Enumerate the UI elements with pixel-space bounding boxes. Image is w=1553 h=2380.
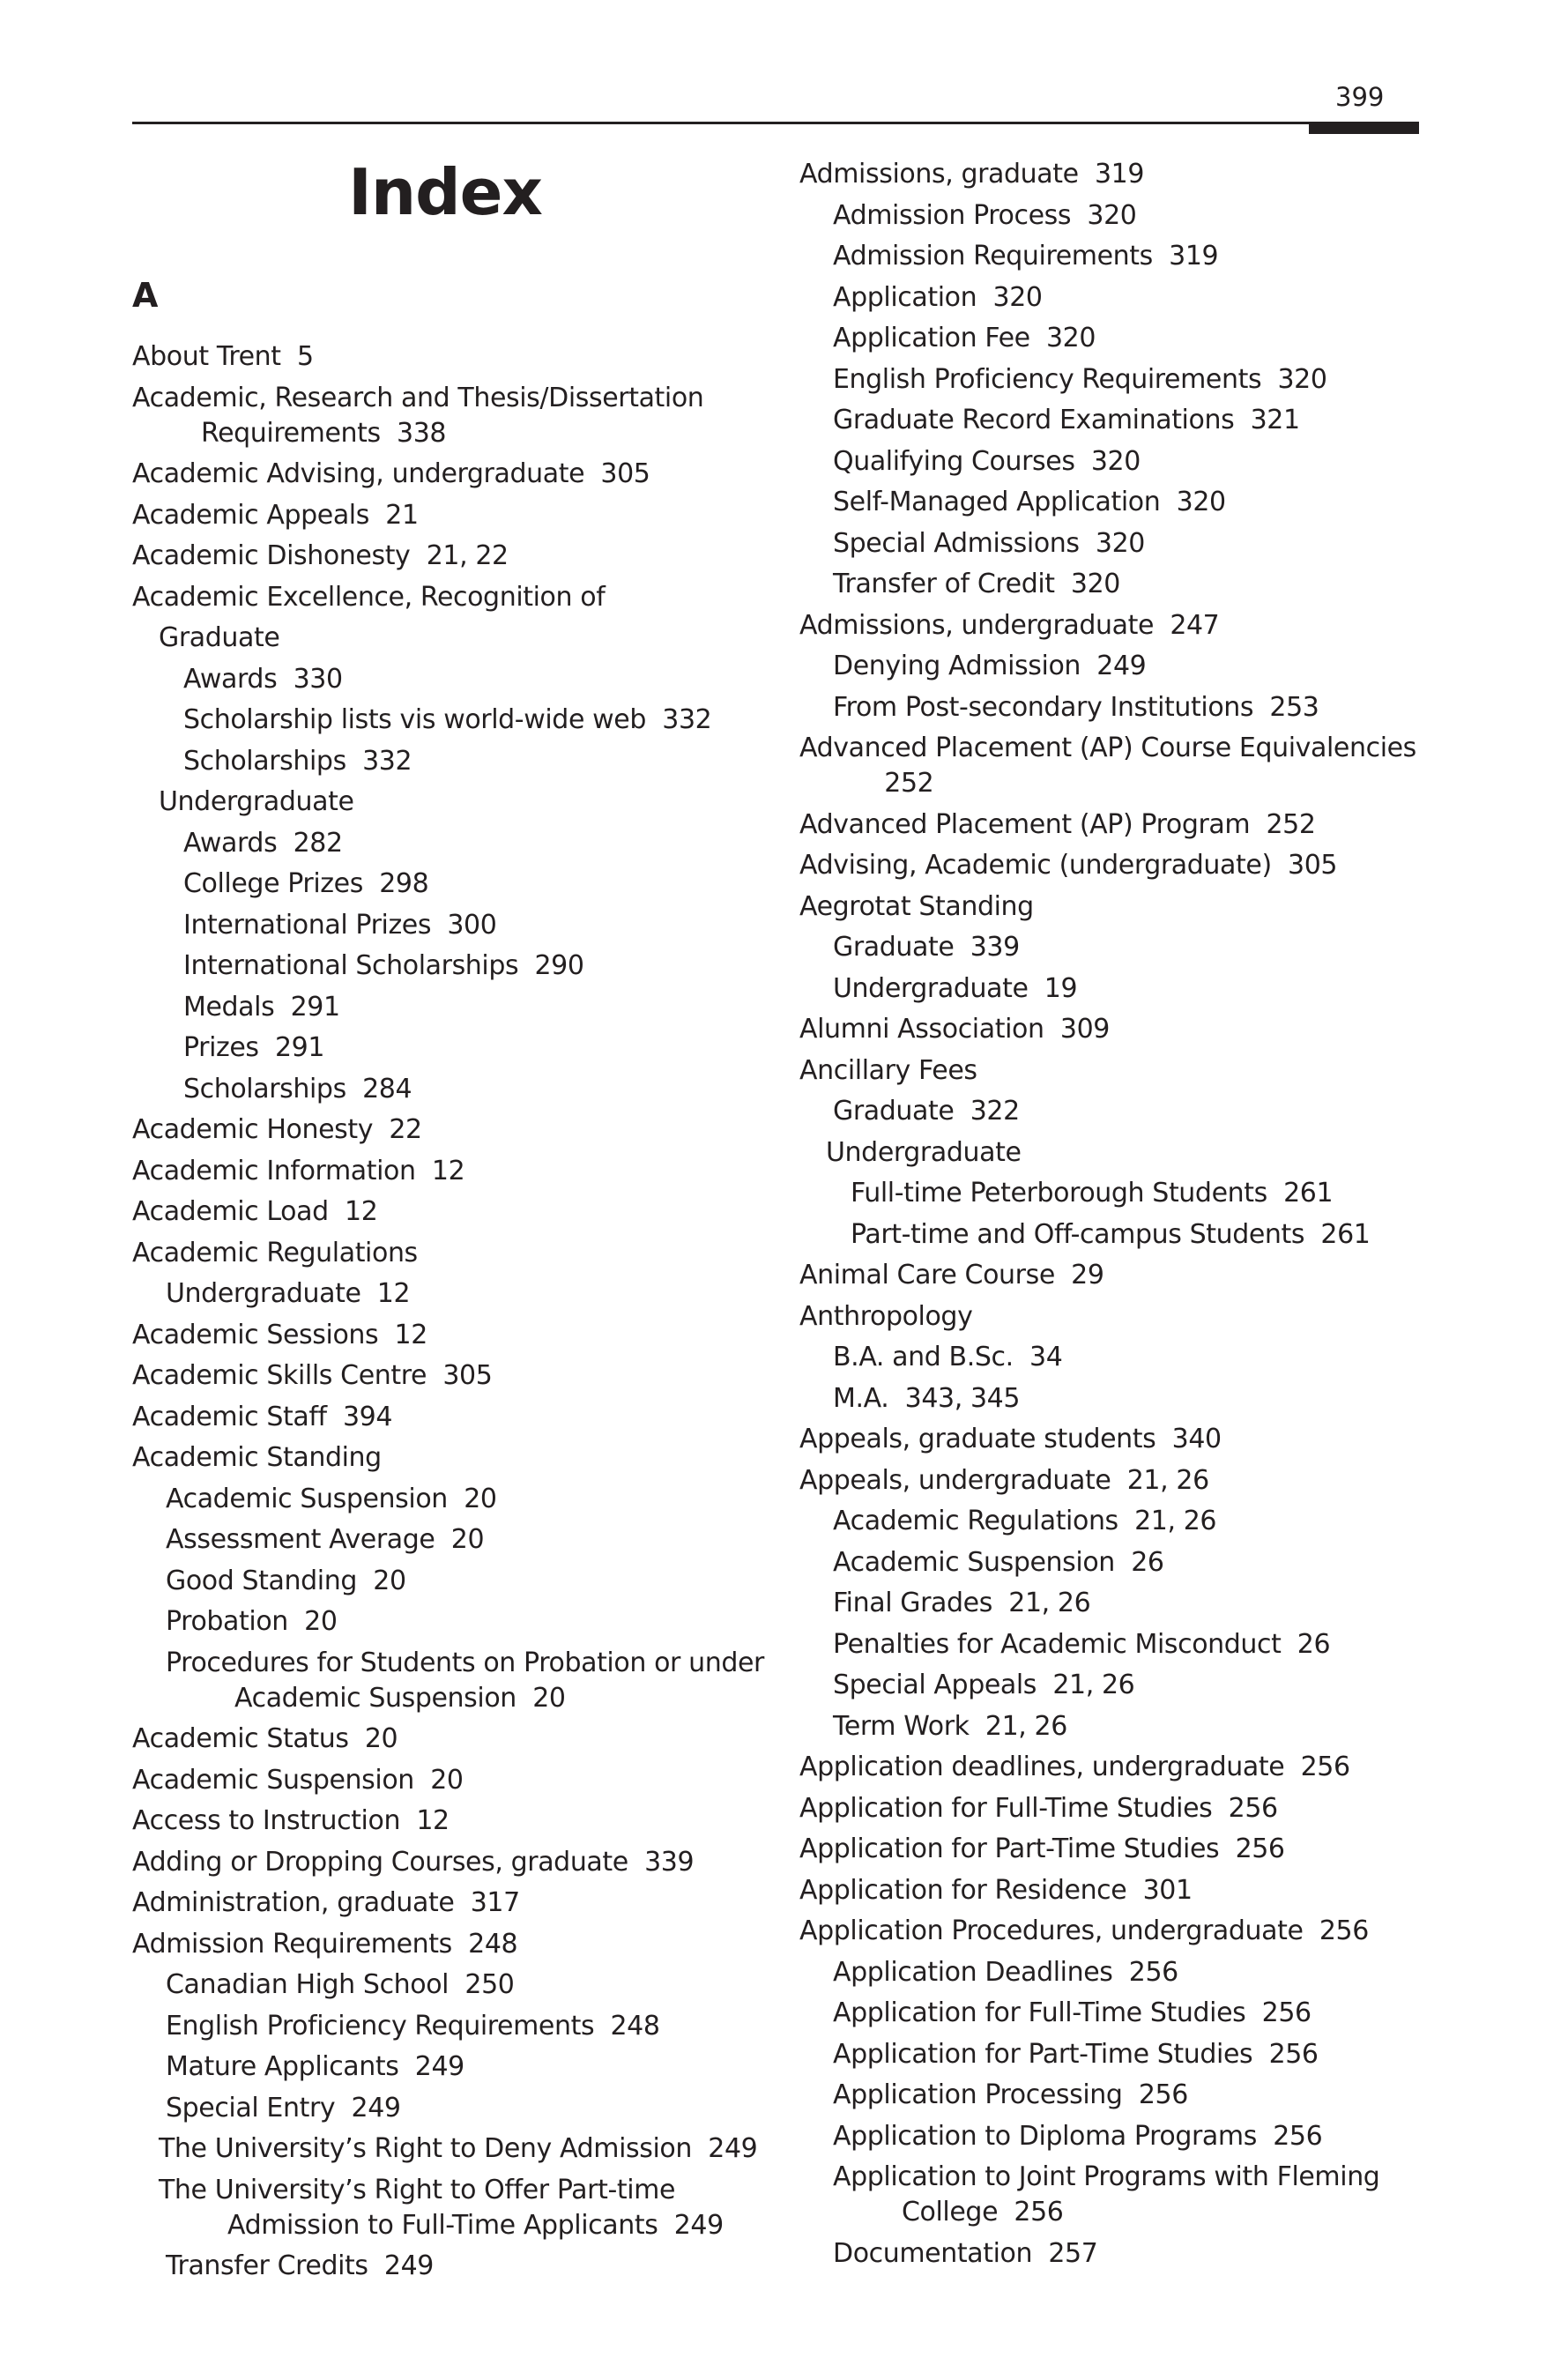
index-entry-term: Academic Suspension [833,1546,1115,1578]
index-entry-term: M.A. [833,1382,889,1414]
index-entry-term: Term Work [833,1710,970,1742]
index-entry [132,1927,767,1962]
index-entry [799,321,1434,356]
index-entry [132,744,767,779]
index-entry [132,381,767,451]
index-entry-pages: 317 [470,1887,520,1918]
index-entry [799,608,1434,643]
index-entry-pages: 300 [447,909,497,941]
index-entry-term: Assessment Average [166,1524,435,1555]
index-entry-pages: 291 [290,991,340,1023]
index-entry-term: Academic Suspension [132,1764,414,1796]
index-entry-term: Academic Load [132,1196,329,1227]
index-entry-term: Application to Joint Programs with Fleming College [833,2161,1380,2228]
index-entry-pages: 22 [389,1114,422,1145]
index-entry-term: Academic Honesty [132,1114,374,1145]
index-entry-term: Application to Diploma Programs [833,2120,1257,2152]
index-entry [799,280,1434,316]
index-entry [799,2160,1434,2230]
index-entry [132,539,767,574]
index-entry [799,930,1434,965]
index-entry-pages: 284 [362,1073,412,1104]
index-entry-term: Awards [183,663,278,695]
index-entry-term: Academic Excellence, Recognition of [132,581,606,613]
index-entry-pages: 12 [376,1278,411,1309]
index-entry-pages: 322 [970,1096,1020,1127]
index-entry [132,2249,767,2284]
index-entry-pages: 320 [1070,569,1120,599]
index-entry [132,1604,767,1640]
index-entry-term: Application Deadlines [833,1956,1113,1988]
index-entry [799,649,1434,684]
index-entry-term: International Prizes [183,909,432,941]
index-entry-term: Admission Process [833,199,1072,231]
index-entry [799,1627,1434,1662]
index-entry-pages: 34 [1029,1342,1063,1372]
index-entry-pages: 12 [345,1196,378,1227]
index-entry-pages: 20 [430,1764,464,1796]
section-letter: A [132,276,159,315]
index-entry [132,785,767,820]
index-entry [132,1440,767,1476]
index-entry [132,580,767,615]
index-entry [132,1030,767,1066]
index-entry-term: Academic Standing [132,1442,382,1473]
index-entry-term: Aegrotat Standing [799,890,1034,922]
index-entry-term: Academic Appeals [132,499,369,531]
index-entry-term: International Scholarships [183,950,519,981]
index-entry [132,2173,767,2243]
index-entry-term: Admissions, undergraduate [799,609,1155,641]
index-entry-term: The University’s Right to Offer Part-time Admission to Full-Time Applicants [159,2174,676,2241]
index-entry-pages: 320 [1176,487,1226,517]
index-entry-pages: 320 [1087,199,1137,231]
index-entry [799,1135,1434,1171]
index-entry-term: Graduate [833,1096,955,1127]
index-entry-pages: 320 [1095,527,1145,559]
index-entry [799,2078,1434,2113]
index-entry-term: Final Grades [833,1588,992,1618]
index-entry-pages: 261 [1320,1218,1371,1250]
index-entry-term: Undergraduate [166,1278,361,1309]
index-entry-pages: 319 [1169,241,1219,271]
index-entry [132,908,767,943]
index-entry [132,2131,767,2167]
index-entry-pages: 21 [385,499,419,531]
index-entry [132,990,767,1025]
index-entry-term: Application for Full-Time Studies [833,1997,1246,2028]
index-entry-pages: 320 [1090,445,1141,477]
index-entry [132,1885,767,1921]
index-entry [799,485,1434,520]
index-entry [132,498,767,533]
index-entry-pages: 248 [610,2010,660,2042]
index-entry-term: Undergraduate [833,972,1029,1004]
index-entry-pages: 339 [644,1846,695,1878]
index-entry-term: Academic Regulations [132,1237,418,1268]
index-entry-term: Full-time Peterborough Students [851,1178,1267,1209]
index-entry-pages: 21, 26 [1008,1588,1091,1618]
index-entry [132,1646,767,1716]
index-entry [132,703,767,738]
index-entry-term: Academic Information [132,1155,416,1186]
index-entry [132,1564,767,1599]
index-entry-pages: 320 [1277,363,1327,395]
index-entry-pages: 338 [397,417,447,449]
index-entry [132,1236,767,1271]
index-entry [799,2037,1434,2072]
index-entry [799,1586,1434,1621]
index-entry-pages: 20 [450,1524,485,1555]
index-entry-term: Application deadlines, undergraduate [799,1752,1285,1782]
index-entry-pages: 21, 26 [1126,1464,1209,1496]
index-entry [799,567,1434,602]
index-entry [799,1832,1434,1867]
index-entry-term: Undergraduate [826,1136,1022,1168]
index-entry-term: Advanced Placement (AP) Program [799,808,1251,840]
index-entry [132,1072,767,1107]
index-entry-term: Animal Care Course [799,1260,1055,1290]
index-entry [132,866,767,902]
index-entry-term: B.A. and B.Sc. [833,1342,1014,1372]
index-entry-term: Canadian High School [166,1969,450,2000]
index-entry-term: Academic Dishonesty [132,540,411,571]
index-entry-pages: 256 [1014,2197,1064,2228]
index-entry [799,1791,1434,1826]
index-entry-pages: 248 [468,1928,518,1960]
index-entry-pages: 257 [1048,2237,1098,2269]
index-entry-term: Prizes [183,1032,259,1063]
index-entry-term: Academic Staff [132,1401,327,1432]
index-entry [132,621,767,656]
index-entry-term: Ancillary Fees [799,1054,977,1086]
index-entry-term: Graduate [159,622,280,653]
index-entry-pages: 256 [1128,1956,1178,1988]
index-entry [799,1709,1434,1744]
page-number: 399 [1335,82,1385,112]
index-entry-pages: 340 [1171,1424,1222,1454]
index-entry-term: Penalties for Academic Misconduct [833,1628,1282,1660]
index-entry-term: Advising, Academic (undergraduate) [799,850,1272,881]
index-entry [799,731,1434,801]
index-entry [799,848,1434,883]
index-entry-pages: 249 [414,2051,464,2082]
index-entry [799,1299,1434,1335]
index-entry-pages: 21, 26 [985,1710,1067,1742]
index-entry-pages: 343, 345 [904,1382,1021,1414]
index-entry [799,1176,1434,1211]
index-entry-pages: 26 [1297,1628,1331,1660]
index-entry [799,1094,1434,1129]
index-entry [799,1668,1434,1703]
index-entry [132,826,767,861]
index-entry-term: Anthropology [799,1300,973,1332]
index-entry [799,889,1434,925]
index-entry-term: College Prizes [183,868,363,899]
index-entry-pages: 320 [992,281,1043,313]
index-entry-pages: 20 [304,1606,338,1637]
index-entry-term: Transfer Credits [166,2250,368,2281]
index-entry [799,1217,1434,1253]
index-entry-term: Academic Sessions [132,1319,379,1350]
index-entry [132,1967,767,2003]
index-entry [799,1463,1434,1499]
index-entry-pages: 332 [662,704,712,735]
index-entry-pages: 249 [1096,651,1147,681]
index-entry-term: Access to Instruction [132,1805,401,1836]
index-entry [132,1804,767,1839]
index-entry [799,971,1434,1007]
index-entry-term: The University’s Right to Deny Admission [159,2133,692,2164]
index-entry-pages: 282 [293,827,343,859]
index-entry-pages: 332 [362,745,412,777]
index-entry [799,1422,1434,1457]
index-entry [132,1400,767,1435]
index-entry [132,1763,767,1798]
index-entry-term: Application [833,281,977,313]
index-entry-pages: 252 [884,768,934,799]
header-tab-marker [1309,122,1419,134]
index-entry [799,526,1434,562]
index-entry-term: Undergraduate [159,786,354,817]
index-entry-term: Procedures for Students on Probation or under Academic Suspension [166,1647,764,1714]
index-entry-pages: 250 [464,1969,515,2000]
index-entry-term: Academic Skills Centre [132,1360,427,1391]
index-entry-term: Transfer of Credit [833,569,1055,599]
index-entry-term: Alumni Association [799,1014,1044,1045]
index-entry-pages: 29 [1071,1260,1104,1290]
index-entry-pages: 256 [1228,1792,1278,1824]
index-entry-pages: 319 [1094,159,1145,190]
index-entry-term: Probation [166,1606,288,1637]
index-column-left [132,339,767,2290]
index-entry-pages: 305 [1288,850,1338,881]
index-entry [132,2049,767,2085]
header-rule [132,122,1419,124]
index-entry [799,362,1434,398]
index-entry-term: Denying Admission [833,651,1081,681]
index-entry-pages: 394 [342,1401,393,1432]
index-entry [132,339,767,375]
index-entry [799,1258,1434,1293]
index-entry-pages: 247 [1170,609,1220,641]
index-entry-pages: 21, 26 [1134,1506,1217,1536]
index-entry-pages: 26 [1131,1546,1164,1578]
index-entry [799,1996,1434,2031]
index-entry [132,662,767,697]
index-entry-pages: 301 [1142,1874,1193,1906]
index-entry [132,1522,767,1558]
index-entry-term: Scholarships [183,1073,346,1104]
index-entry-term: Academic Advising, undergraduate [132,458,585,489]
index-entry-pages: 5 [296,341,314,372]
index-title: Index [348,155,542,229]
index-entry [132,1276,767,1312]
index-entry-term: Special Appeals [833,1670,1037,1700]
index-entry [799,2119,1434,2154]
index-entry-pages: 20 [464,1483,497,1514]
index-entry-term: Application for Residence [799,1874,1127,1906]
index-entry-pages: 12 [431,1155,465,1186]
index-entry-term: Scholarships [183,745,346,777]
index-entry-term: Graduate [833,932,955,963]
index-entry-pages: 256 [1319,1915,1369,1946]
index-entry-term: Mature Applicants [166,2051,399,2082]
index-entry [799,1381,1434,1417]
index-entry [132,1154,767,1189]
index-entry-pages: 256 [1138,2079,1188,2110]
index-entry-term: Special Admissions [833,527,1080,559]
index-entry-term: Self-Managed Application [833,487,1161,517]
index-entry-term: From Post-secondary Institutions [833,691,1254,723]
index-entry [132,1482,767,1517]
index-entry [132,1318,767,1353]
index-entry-term: Application for Part-Time Studies [799,1833,1220,1864]
index-entry-pages: 249 [383,2250,434,2281]
index-entry-pages: 305 [600,458,650,489]
index-entry-pages: 256 [1273,2120,1323,2152]
index-entry-pages: 21, 22 [426,540,509,571]
index-entry-term: Application Processing [833,2079,1123,2110]
index-entry [132,948,767,984]
index-entry-term: Administration, graduate [132,1887,455,1918]
index-entry-pages: 20 [364,1723,398,1754]
index-entry-pages: 305 [442,1360,493,1391]
index-entry-pages: 339 [970,932,1020,963]
index-entry [132,1722,767,1757]
index-entry-pages: 321 [1250,405,1300,435]
index-entry-term: Advanced Placement (AP) Course Equivalencies [799,733,1416,763]
index-entry [132,1358,767,1394]
index-entry [799,807,1434,843]
index-entry-pages: 298 [379,868,429,899]
index-entry-term: Application for Full-Time Studies [799,1792,1213,1824]
index-entry-term: Admission Requirements [833,241,1153,271]
index-entry [799,198,1434,234]
index-entry-pages: 12 [416,1805,450,1836]
index-entry-pages: 249 [708,2133,758,2164]
index-entry-term: Awards [183,827,278,859]
index-entry [799,1955,1434,1990]
index-entry [132,2009,767,2044]
index-entry [132,457,767,492]
index-entry [799,157,1434,192]
index-entry [132,1845,767,1880]
index-entry-term: Part-time and Off-campus Students [851,1218,1305,1250]
index-entry-pages: 249 [673,2209,724,2241]
index-entry-pages: 261 [1283,1178,1334,1209]
index-entry-term: Academic Suspension [166,1483,448,1514]
index-entry-term: Academic Regulations [833,1506,1118,1536]
index-entry-pages: 309 [1059,1014,1110,1045]
index-entry [799,444,1434,480]
index-entry-term: Adding or Dropping Courses, graduate [132,1846,628,1878]
index-entry [132,2091,767,2126]
index-entry [799,1340,1434,1375]
index-entry-term: English Proficiency Requirements [166,2010,595,2042]
index-entry-term: Application Procedures, undergraduate [799,1915,1304,1946]
index-entry-pages: 256 [1235,1833,1285,1864]
index-entry-term: Scholarship lists vis world-wide web [183,704,646,735]
index-entry [132,1194,767,1230]
index-entry-pages: 256 [1268,2038,1319,2070]
index-entry-term: Good Standing [166,1565,357,1596]
index-entry-pages: 253 [1269,691,1319,723]
index-entry-pages: 20 [532,1682,566,1714]
index-entry-pages: 21, 26 [1052,1670,1135,1700]
index-entry-term: Special Entry [166,2092,336,2123]
index-entry-term: Admissions, graduate [799,159,1079,190]
index-entry-pages: 20 [373,1565,406,1596]
index-entry-pages: 252 [1266,808,1316,840]
index-entry-pages: 256 [1300,1752,1350,1782]
index-entry-pages: 320 [1045,323,1096,353]
index-entry [799,1750,1434,1785]
index-entry-pages: 291 [274,1032,325,1063]
index-entry-pages: 256 [1261,1997,1312,2028]
index-entry-term: Academic Status [132,1723,349,1754]
index-entry-pages: 249 [351,2092,401,2123]
index-entry [132,1112,767,1148]
index-entry-term: Application for Part-Time Studies [833,2038,1253,2070]
index-entry-pages: 19 [1044,972,1078,1004]
index-entry [799,1914,1434,1949]
index-entry [799,1873,1434,1908]
index-entry [799,1053,1434,1089]
index-entry-term: Documentation [833,2237,1033,2269]
index-entry-term: Academic, Research and Thesis/Dissertation Requirements [132,382,704,449]
index-entry [799,239,1434,274]
index-entry-pages: 12 [394,1319,427,1350]
index-entry-term: Qualifying Courses [833,445,1075,477]
index-entry-term: Admission Requirements [132,1928,452,1960]
index-entry-term: About Trent [132,341,281,372]
index-entry [799,1545,1434,1580]
index-entry [799,690,1434,725]
index-entry-term: Medals [183,991,275,1023]
index-entry-term: Appeals, graduate students [799,1424,1156,1454]
index-entry-term: Graduate Record Examinations [833,405,1235,435]
index-entry [799,1504,1434,1539]
index-entry-term: English Proficiency Requirements [833,363,1262,395]
index-entry-term: Appeals, undergraduate [799,1464,1111,1496]
index-entry-term: Application Fee [833,323,1030,353]
index-entry [799,1012,1434,1047]
index-entry [799,2236,1434,2272]
index-entry-pages: 290 [534,950,584,981]
index-entry-pages: 330 [293,663,343,695]
index-column-right [799,157,1434,2277]
index-entry [799,403,1434,438]
